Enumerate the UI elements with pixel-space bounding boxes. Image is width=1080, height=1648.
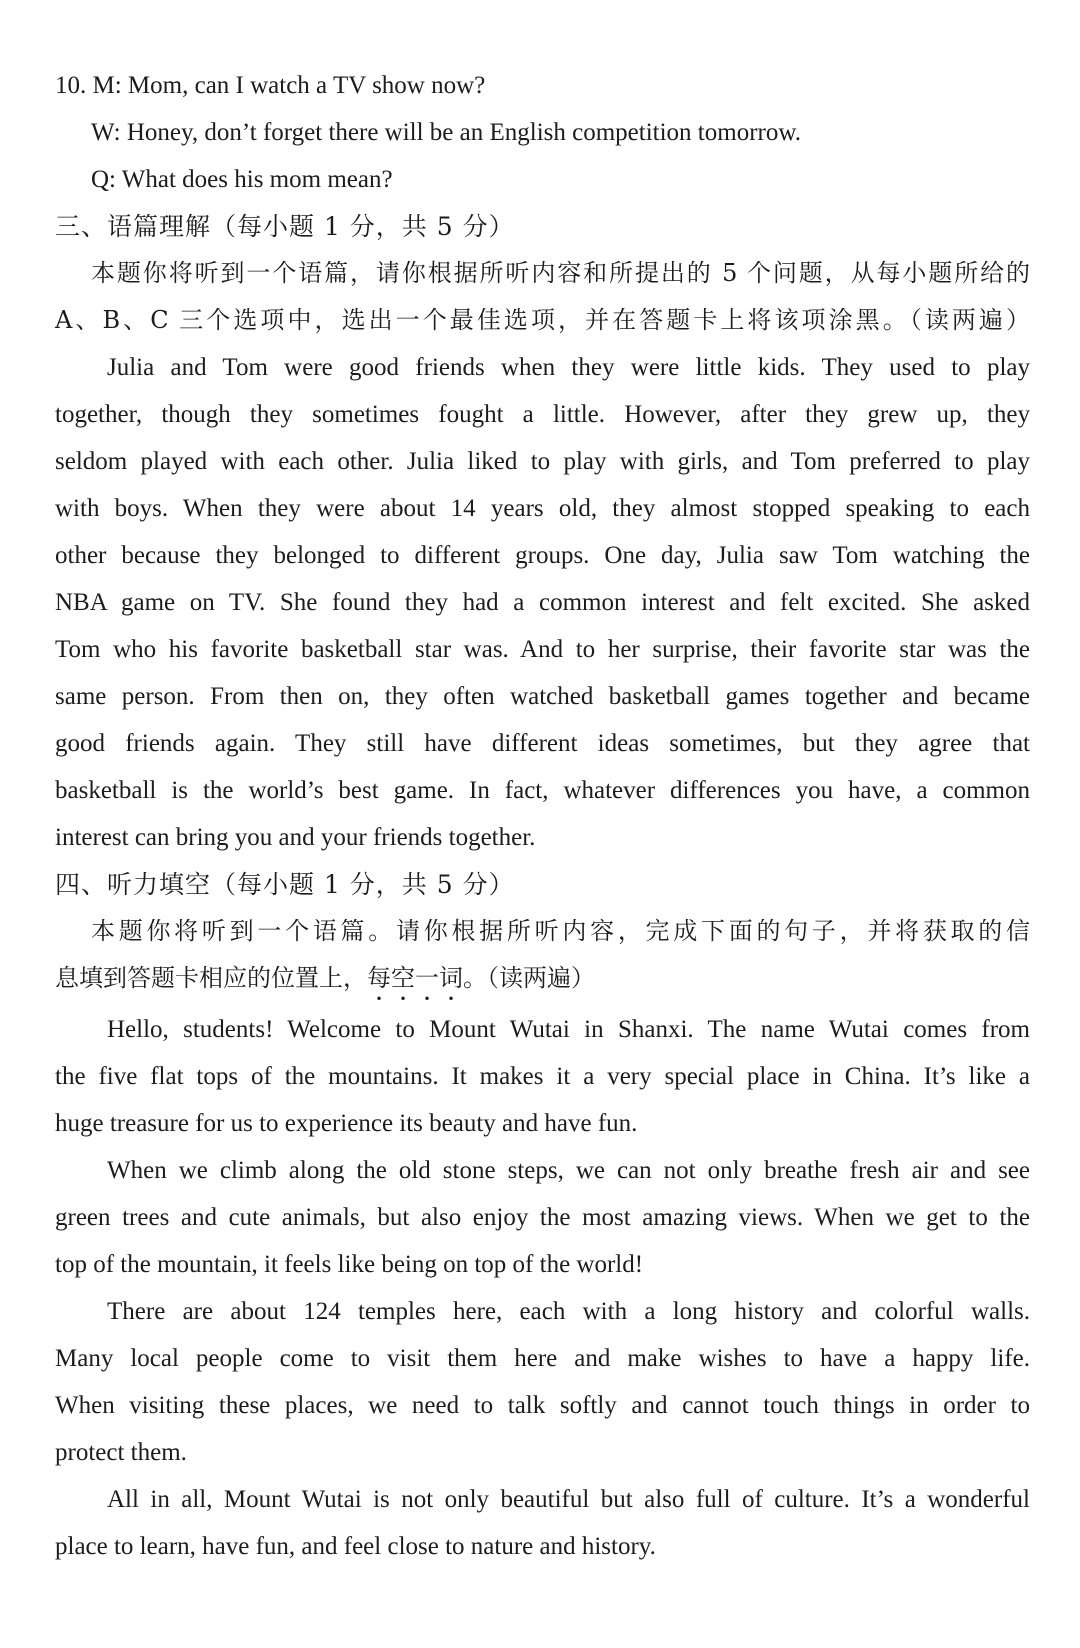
passage-line: good friends again. They still have different ideas sometimes, but they agree that	[55, 730, 1030, 757]
section4-passage	[55, 1006, 1030, 1570]
passage-line: top of the mountain, it feels like being on top of the world!	[55, 1251, 644, 1278]
passage-line: same person. From then on, they often watched basketball games together and became	[55, 683, 1030, 710]
passage-line: There are about 124 temples here, each with a long history and colorful walls.	[107, 1298, 1030, 1325]
section4-heading: 四、听力填空（每小题 1 分，共 5 分）	[55, 870, 515, 899]
passage-line: protect them.	[55, 1439, 187, 1466]
passage-line: seldom played with each other. Julia liked to play with girls, and Tom preferred to play	[55, 448, 1030, 475]
passage-line: other because they belonged to different groups. One day, Julia saw Tom watching the	[55, 542, 1030, 569]
section4-instruction-line	[55, 955, 1030, 1006]
section3-passage	[55, 344, 1030, 861]
emphasized-instruction: 每空一词	[367, 964, 463, 992]
passage-line: green trees and cute animals, but also enjoy the most amazing views. When we get to the	[55, 1204, 1030, 1231]
q10-line-q: Q: What does his mom mean?	[91, 166, 393, 193]
instruction-text: 息填到答题卡相应的位置上，	[55, 964, 367, 992]
document-page	[55, 62, 1030, 1570]
q10-line-m: 10. M: Mom, can I watch a TV show now?	[55, 72, 486, 99]
instruction-text: 。（读两遍）	[463, 964, 595, 992]
passage-line: basketball is the world’s best game. In fact, whatever differences you have, a common	[55, 777, 1030, 804]
section3-heading: 三、语篇理解（每小题 1 分，共 5 分）	[55, 212, 515, 241]
passage-line: together, though they sometimes fought a little. However, after they grew up, they	[55, 401, 1030, 428]
passage-line: interest can bring you and your friends together.	[55, 824, 536, 851]
passage-line: NBA game on TV. She found they had a common interest and felt excited. She asked	[55, 589, 1030, 616]
passage-line: When we climb along the old stone steps, we can not only breathe fresh air and see	[107, 1157, 1030, 1184]
section4-instruction-line: 本题你将听到一个语篇。请你根据所听内容，完成下面的句子，并将获取的信	[91, 917, 1030, 945]
passage-line: When visiting these places, we need to talk softly and cannot touch things in order to	[55, 1392, 1030, 1419]
section3-instruction-line: 本题你将听到一个语篇，请你根据所听内容和所提出的 5 个问题，从每小题所给的	[91, 259, 1030, 287]
passage-line: Tom who his favorite basketball star was. And to her surprise, their favorite star was the	[55, 636, 1030, 663]
passage-line: Many local people come to visit them here and make wishes to have a happy life.	[55, 1345, 1030, 1372]
passage-line: All in all, Mount Wutai is not only beautiful but also full of culture. It’s a wonderful	[107, 1486, 1030, 1513]
passage-line: place to learn, have fun, and feel close to nature and history.	[55, 1533, 656, 1560]
passage-line: Hello, students! Welcome to Mount Wutai in Shanxi. The name Wutai comes from	[107, 1016, 1030, 1043]
q10-line-w: W: Honey, don’t forget there will be an English competition tomorrow.	[91, 119, 802, 146]
passage-line: Julia and Tom were good friends when they were little kids. They used to play	[107, 354, 1030, 381]
passage-line: huge treasure for us to experience its beauty and have fun.	[55, 1110, 638, 1137]
passage-line: the five flat tops of the mountains. It makes it a very special place in China. It’s like a	[55, 1063, 1030, 1090]
section3-instruction-line: A、B、C 三个选项中，选出一个最佳选项，并在答题卡上将该项涂黑。（读两遍）	[55, 306, 1030, 334]
passage-line: with boys. When they were about 14 years old, they almost stopped speaking to each	[55, 495, 1030, 522]
